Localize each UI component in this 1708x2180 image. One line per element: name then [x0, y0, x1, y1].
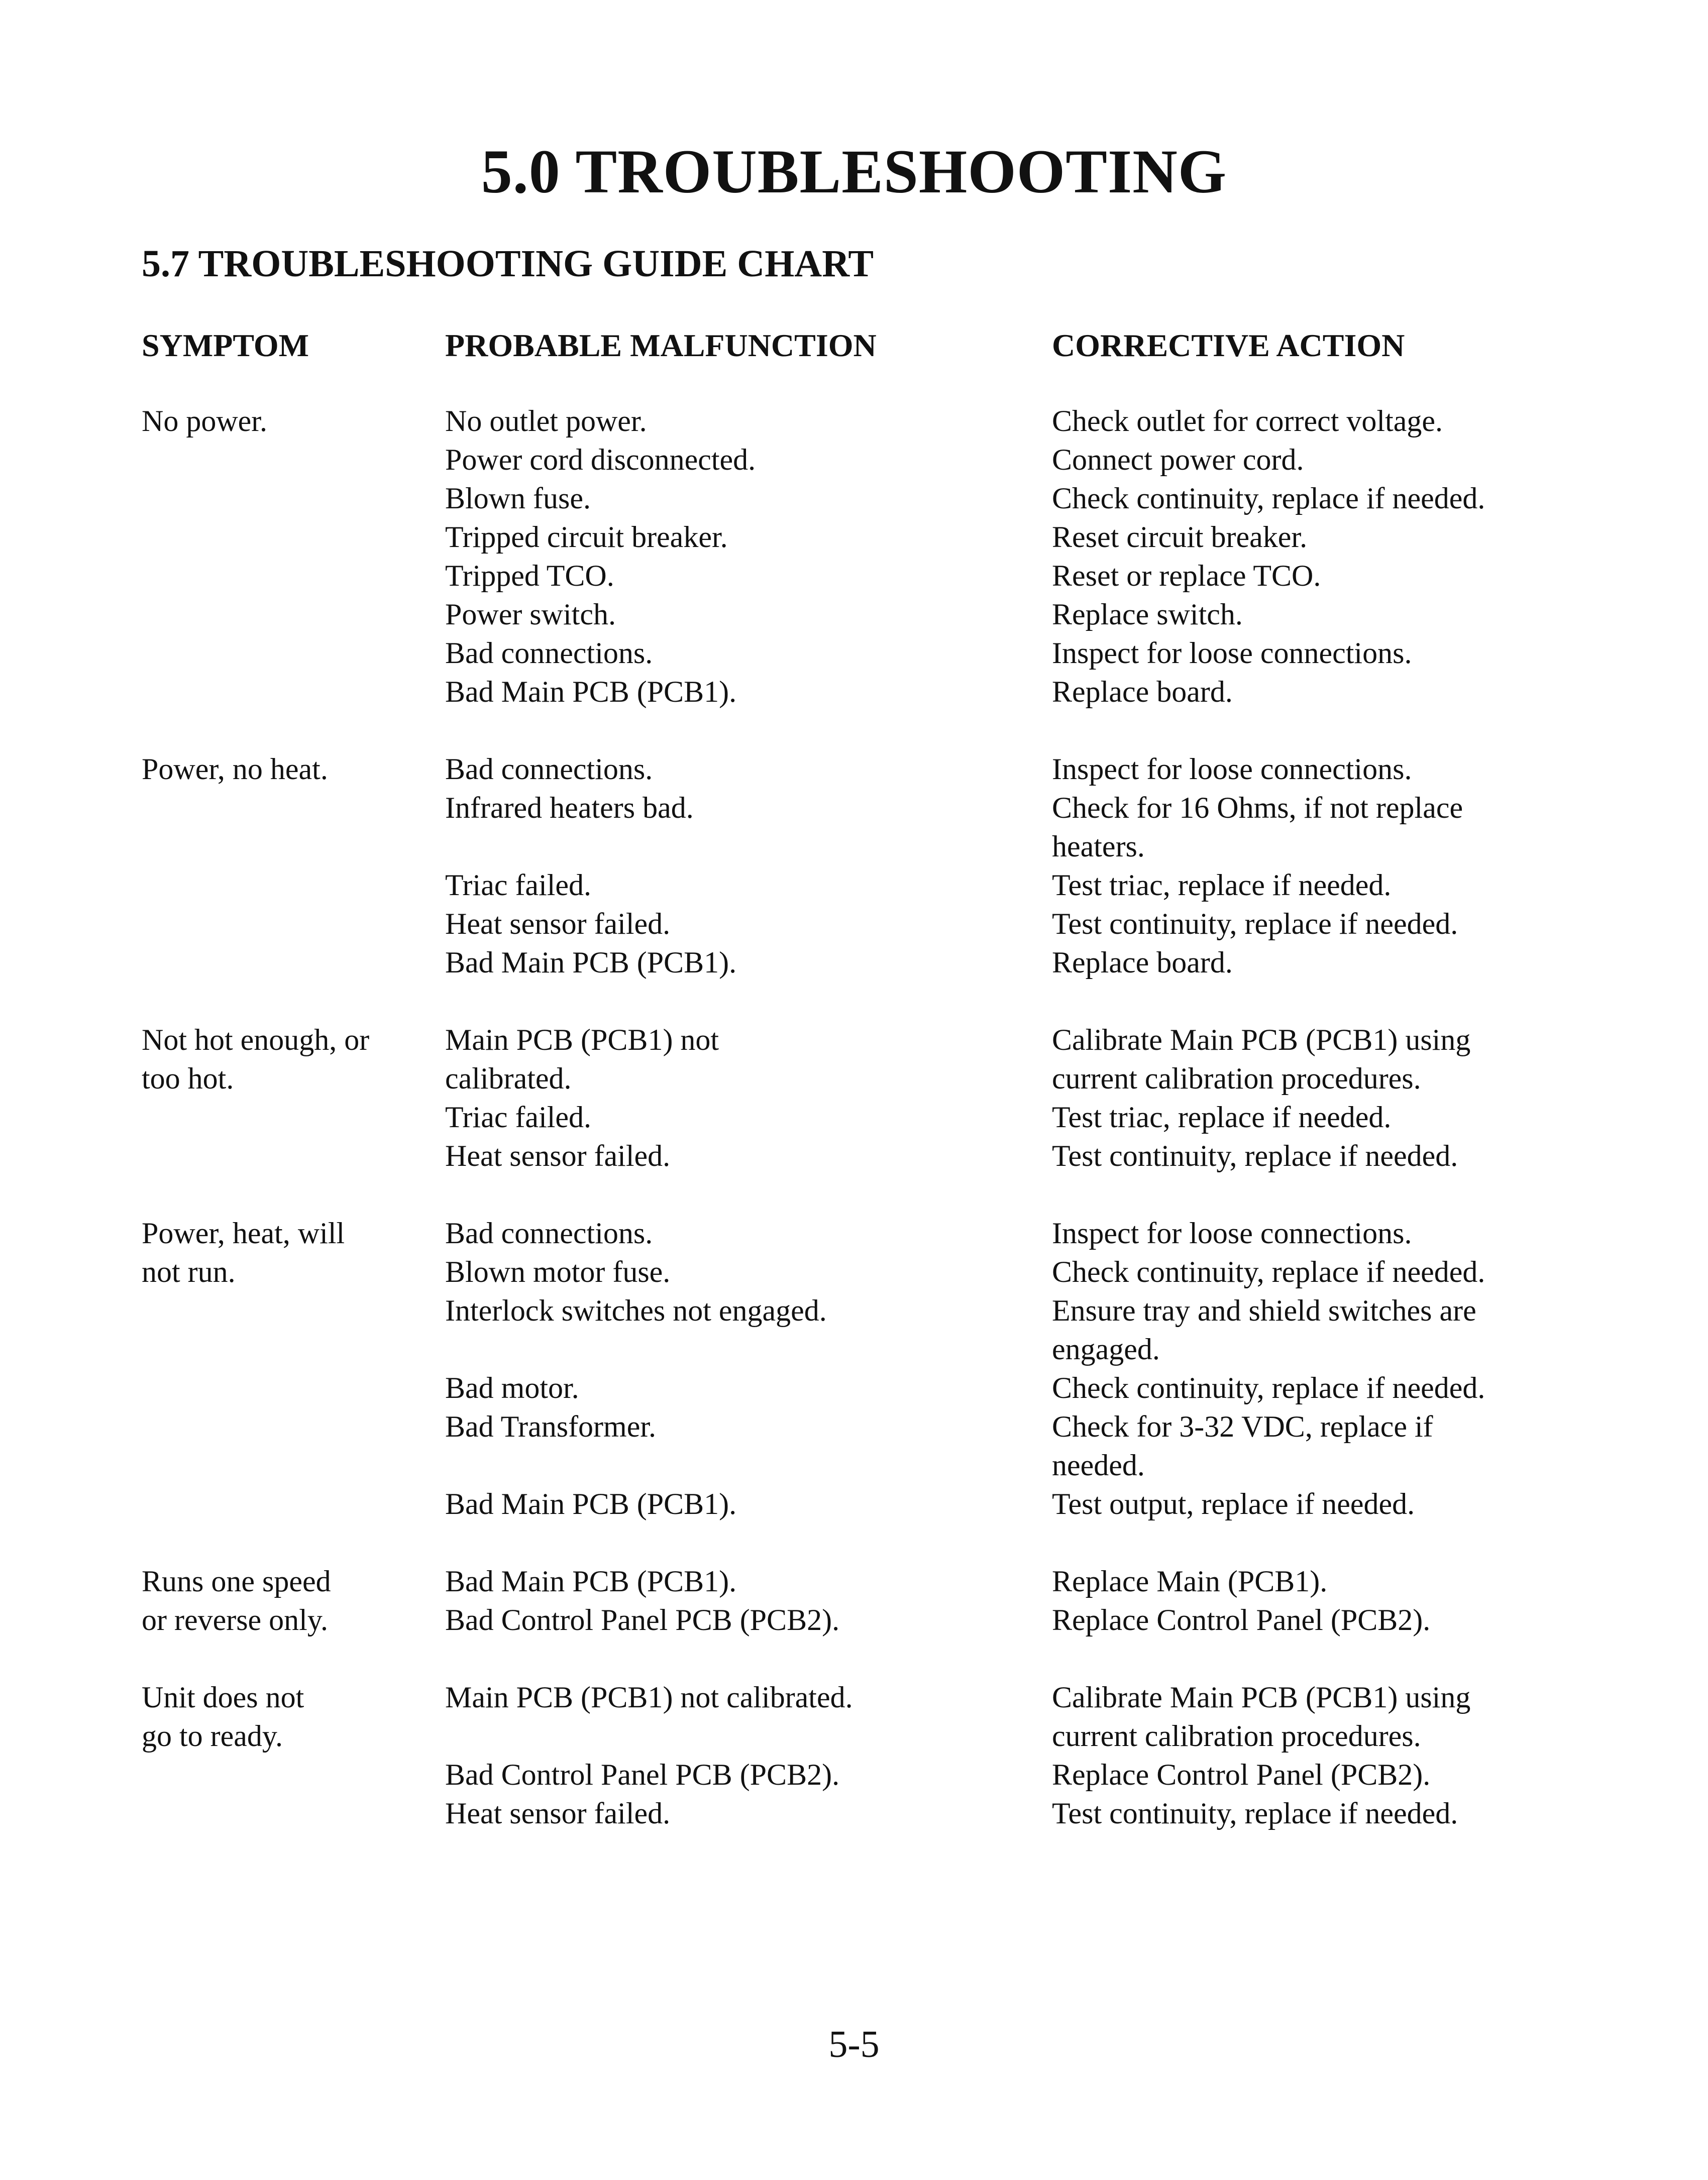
probable-malfunction: Bad connections. — [445, 636, 653, 670]
corrective-action: Check outlet for correct voltage. — [1052, 404, 1443, 438]
table-row — [0, 1794, 1708, 1833]
corrective-action: Replace Main (PCB1). — [1052, 1565, 1328, 1598]
probable-malfunction: Blown fuse. — [445, 482, 591, 515]
header-probable-malfunction: PROBABLE MALFUNCTION — [445, 328, 877, 363]
page-title: 5.0 TROUBLESHOOTING — [481, 137, 1227, 206]
section-title: 5.7 TROUBLESHOOTING GUIDE CHART — [142, 243, 874, 285]
table-row — [0, 479, 1708, 518]
table-row — [0, 905, 1708, 943]
probable-malfunction: Bad Main PCB (PCB1). — [445, 946, 737, 979]
probable-malfunction: Bad Control Panel PCB (PCB2). — [445, 1758, 840, 1791]
table-row — [0, 1098, 1708, 1137]
symptom-text: No power. — [142, 404, 267, 438]
corrective-action: Reset or replace TCO. — [1052, 559, 1321, 592]
probable-malfunction: Bad Main PCB (PCB1). — [445, 1565, 737, 1598]
table-row — [0, 673, 1708, 711]
symptom-group — [0, 1021, 1708, 1175]
table-row — [0, 789, 1708, 866]
probable-malfunction: Blown motor fuse. — [445, 1255, 671, 1288]
corrective-action: Connect power cord. — [1052, 443, 1304, 476]
corrective-action: Test triac, replace if needed. — [1052, 868, 1392, 902]
corrective-action: Replace Control Panel (PCB2). — [1052, 1603, 1431, 1637]
corrective-action: Test continuity, replace if needed. — [1052, 907, 1458, 940]
corrective-action: Inspect for loose connections. — [1052, 1217, 1412, 1250]
probable-malfunction: Heat sensor failed. — [445, 1797, 671, 1830]
probable-malfunction: Bad Control Panel PCB (PCB2). — [445, 1603, 840, 1637]
symptom-group — [0, 1678, 1708, 1833]
probable-malfunction: Triac failed. — [445, 1101, 592, 1134]
corrective-action: Check continuity, replace if needed. — [1052, 482, 1485, 515]
symptom-group — [0, 402, 1708, 711]
corrective-action: Replace board. — [1052, 946, 1233, 979]
probable-malfunction: Bad connections. — [445, 752, 653, 786]
table-row — [0, 750, 1708, 789]
table-row — [0, 1407, 1708, 1485]
table-row — [0, 866, 1708, 905]
probable-malfunction: Interlock switches not engaged. — [445, 1294, 827, 1327]
table-row — [0, 943, 1708, 982]
corrective-action: Ensure tray and shield switches are engaged. — [1052, 1294, 1476, 1366]
page-number: 5-5 — [828, 2023, 880, 2065]
corrective-action: Replace Control Panel (PCB2). — [1052, 1758, 1431, 1791]
table-row — [0, 1021, 1708, 1098]
table-row — [0, 1562, 1708, 1601]
symptom-group — [0, 1214, 1708, 1523]
probable-malfunction: Tripped circuit breaker. — [445, 520, 728, 554]
symptom-text: Unit does not go to ready. — [142, 1681, 304, 1753]
probable-malfunction: Bad Transformer. — [445, 1410, 656, 1443]
corrective-action: Replace board. — [1052, 675, 1233, 708]
table-row — [0, 1137, 1708, 1175]
header-corrective-action: CORRECTIVE ACTION — [1052, 328, 1405, 363]
corrective-action: Calibrate Main PCB (PCB1) using current calibration procedures. — [1052, 1681, 1471, 1753]
corrective-action: Reset circuit breaker. — [1052, 520, 1308, 554]
probable-malfunction: Bad Main PCB (PCB1). — [445, 675, 737, 708]
table-row — [0, 634, 1708, 673]
corrective-action: Test triac, replace if needed. — [1052, 1101, 1392, 1134]
corrective-action: Check for 16 Ohms, if not replace heaters. — [1052, 791, 1463, 863]
symptom-group — [0, 1562, 1708, 1640]
probable-malfunction: Tripped TCO. — [445, 559, 614, 592]
symptom-text: Not hot enough, or too hot. — [142, 1023, 370, 1095]
probable-malfunction: Bad Main PCB (PCB1). — [445, 1487, 737, 1520]
table-row — [0, 402, 1708, 441]
probable-malfunction: Main PCB (PCB1) not calibrated. — [445, 1023, 719, 1095]
table-row — [0, 1369, 1708, 1407]
corrective-action: Test continuity, replace if needed. — [1052, 1797, 1458, 1830]
corrective-action: Check for 3-32 VDC, replace if needed. — [1052, 1410, 1433, 1482]
symptom-text: Power, no heat. — [142, 752, 328, 786]
probable-malfunction: Power cord disconnected. — [445, 443, 756, 476]
corrective-action: Check continuity, replace if needed. — [1052, 1255, 1485, 1288]
probable-malfunction: No outlet power. — [445, 404, 647, 438]
probable-malfunction: Triac failed. — [445, 868, 592, 902]
table-row — [0, 1678, 1708, 1756]
table-row — [0, 1756, 1708, 1794]
probable-malfunction: Heat sensor failed. — [445, 1139, 671, 1172]
troubleshooting-chart — [0, 402, 1708, 1833]
corrective-action: Calibrate Main PCB (PCB1) using current calibration procedures. — [1052, 1023, 1471, 1095]
corrective-action: Replace switch. — [1052, 598, 1243, 631]
table-row — [0, 595, 1708, 634]
table-row — [0, 1214, 1708, 1253]
symptom-group — [0, 750, 1708, 982]
symptom-text: Runs one speed or reverse only. — [142, 1565, 331, 1637]
table-row — [0, 518, 1708, 557]
table-row — [0, 441, 1708, 479]
symptom-text: Power, heat, will not run. — [142, 1217, 345, 1288]
table-row — [0, 1291, 1708, 1369]
table-row — [0, 1601, 1708, 1640]
table-row — [0, 557, 1708, 595]
corrective-action: Inspect for loose connections. — [1052, 752, 1412, 786]
probable-malfunction: Infrared heaters bad. — [445, 791, 694, 824]
probable-malfunction: Bad connections. — [445, 1217, 653, 1250]
table-row — [0, 1485, 1708, 1523]
corrective-action: Check continuity, replace if needed. — [1052, 1371, 1485, 1404]
header-symptom: SYMPTOM — [142, 328, 309, 363]
probable-malfunction: Bad motor. — [445, 1371, 579, 1404]
table-row — [0, 1253, 1708, 1291]
probable-malfunction: Main PCB (PCB1) not calibrated. — [445, 1681, 853, 1714]
corrective-action: Inspect for loose connections. — [1052, 636, 1412, 670]
probable-malfunction: Power switch. — [445, 598, 616, 631]
corrective-action: Test continuity, replace if needed. — [1052, 1139, 1458, 1172]
probable-malfunction: Heat sensor failed. — [445, 907, 671, 940]
corrective-action: Test output, replace if needed. — [1052, 1487, 1415, 1520]
